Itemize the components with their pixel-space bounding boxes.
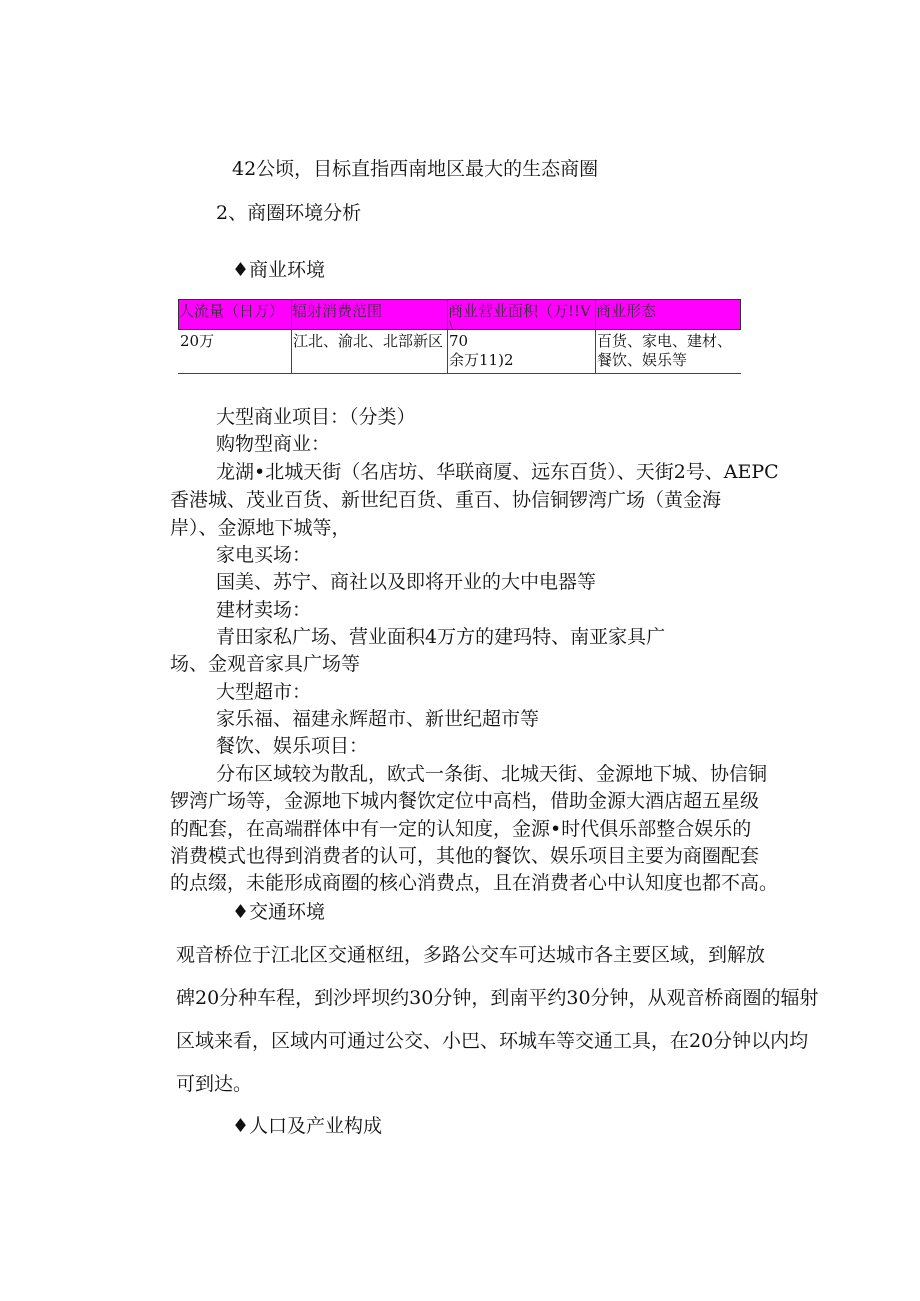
dining-line: 消费模式也得到消费者的认可，其他的餐饮、娱乐项目主要为商圈配套	[170, 845, 760, 867]
building-line: 场、金观音家具广场等	[170, 653, 361, 675]
projects-title: 大型商业项目：（分类）	[216, 406, 416, 428]
header-area-overflow: \	[449, 318, 453, 331]
building-title: 建材卖场：	[216, 599, 312, 621]
cell-range: 江北、渝北、北部新区	[293, 332, 444, 350]
shopping-line: 岸）、金源地下城等，	[170, 517, 351, 539]
traffic-line: 可到达。	[176, 1073, 253, 1095]
table-bottom-line	[178, 373, 741, 374]
dining-line: 的配套，在高端群体中有一定的认知度，金源•时代俱乐部整合娱乐的	[170, 818, 752, 840]
header-area: 商业营业面积（万!!V	[448, 302, 591, 320]
traffic-line: 观音桥位于江北区交通枢纽，多路公交车可达城市各主要区域，到解放	[176, 944, 766, 966]
shopping-title: 购物型商业：	[216, 433, 331, 455]
header-flow: 人流量（日万）	[179, 302, 285, 320]
cell-flow: 20万	[180, 332, 215, 350]
dining-title: 餐饮、娱乐项目：	[216, 735, 369, 757]
building-line: 青田家私广场、营业面积4万方的建玛特、南亚家具广	[216, 626, 666, 648]
supermarket-text: 家乐福、福建永辉超市、新世纪超市等	[216, 708, 540, 730]
supermarket-title: 大型超市：	[216, 681, 312, 703]
dining-line: 分布区域较为散乱，欧式一条街、北城天街、金源地下城、协信铜	[216, 763, 768, 785]
appliance-text: 国美、苏宁、商社以及即将开业的大中电器等	[216, 571, 597, 593]
business-table	[178, 299, 741, 376]
cell-area-line1: 70	[449, 332, 469, 350]
cell-form-line1: 百货、家电、建材、	[597, 332, 733, 350]
appliance-title: 家电买场：	[216, 544, 312, 566]
cell-area-line2: 余万11)2	[449, 351, 514, 369]
dining-line: 的点缀，未能形成商圈的核心消费点，且在消费者心中认知度也都不高。	[170, 872, 779, 894]
shopping-line: 香港城、茂业百货、新世纪百货、重百、协信铜锣湾广场（黄金海	[170, 489, 722, 511]
population-heading: ♦人口及产业构成	[232, 1115, 383, 1137]
header-form: 商业形态	[596, 302, 657, 320]
traffic-line: 碑20分种车程，到沙坪坝约30分钟，到南平约30分钟，从观音桥商圈的辐射	[176, 987, 819, 1009]
dining-line: 锣湾广场等，金源地下城内餐饮定位中高档，借助金源大酒店超五星级	[170, 790, 760, 812]
business-env-heading: ♦商业环境	[232, 259, 326, 281]
shopping-line: 龙湖•北城天街（名店坊、华联商厦、远东百货）、天街2号、AEPC	[216, 461, 779, 483]
traffic-heading: ♦交通环境	[232, 901, 326, 923]
intro-line: 42公顷，目标直指西南地区最大的生态商圈	[232, 158, 599, 180]
header-range: 辐射消费范围	[292, 302, 383, 320]
cell-form-line2: 餐饮、娱乐等	[597, 351, 688, 369]
traffic-line: 区域来看，区域内可通过公交、小巴、环城车等交通工具，在20分钟以内均	[176, 1030, 809, 1052]
section-heading: 2、商圈环境分析	[216, 202, 362, 224]
